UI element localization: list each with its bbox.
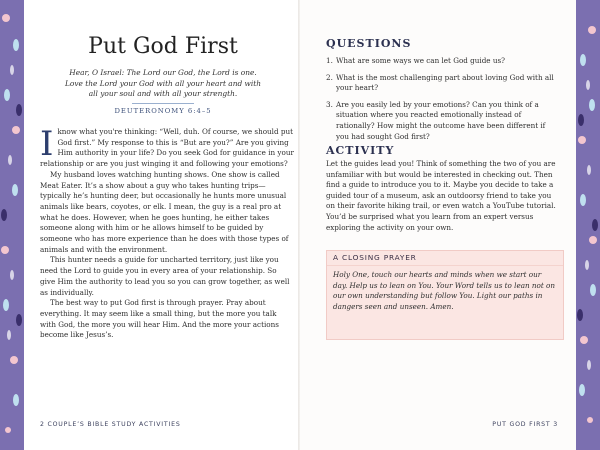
question-text: What is the most challenging part about loving God with all your heart?	[336, 72, 554, 93]
paragraph: This hunter needs a guide for uncharted territory, just like you need the Lord to guide you in every area of your relationship. So give Him the authority to lead you so you can grow together, as well as individually.	[40, 255, 290, 297]
right-page	[300, 0, 576, 450]
page-footer-right: PUT GOD FIRST 3	[492, 421, 558, 428]
paragraph	[40, 124, 294, 170]
closing-prayer-box	[326, 250, 564, 340]
paragraph: The best way to put God first is through prayer. Pray about everything. It may seem like a small thing, but the more you talk with God, the more you will hear Him. And the more your actions become like Jesus’s.	[40, 298, 279, 340]
question-item	[326, 100, 558, 142]
page-title: Put God First	[88, 34, 238, 59]
question-item	[326, 73, 558, 94]
prayer-text: Holy One, touch our hearts and minds when we start our day. Help us to lean on You. Your Word tells us to lean not on our own understanding but follow You. Light our paths in dangers seen and unseen. Amen.	[333, 270, 556, 311]
prayer-heading: A CLOSING PRAYER	[327, 251, 563, 266]
activity-heading: ACTIVITY	[326, 144, 395, 157]
verse-divider	[132, 103, 194, 104]
question-number: 2.	[326, 72, 333, 82]
questions-heading: QUESTIONS	[326, 37, 412, 50]
floral-border-right	[576, 0, 600, 450]
body-text	[40, 124, 294, 341]
question-item	[326, 56, 558, 67]
paragraph-text: know what you're thinking: “Well, duh. Of course, we should put God first.” My response to this is “But are you?” Are you giving Him authority in your life? Do you seek God for guidance in your relationship or are you just winging it and following your emotions?	[40, 127, 294, 169]
question-number: 1.	[326, 56, 333, 65]
floral-pattern-icon	[576, 0, 600, 450]
paragraph: My husband loves watching hunting shows. One show is called Meat Eater. It’s a show about a guy who takes hunting trips—typically he’s hunting deer, but occasionally he hunts more unusual animals like bears, coyotes, or elk. I mean, the guy is a real pro at what he does. However, when he goes hunting, he either takes someone along with him or he allows himself to be guided by someone who has more experience than he does with those types of animals and with the environment.	[40, 169, 289, 254]
floral-border-left	[0, 0, 24, 450]
questions-list	[326, 56, 558, 148]
scripture-reference: DEUTERONOMY 6:4–5	[114, 107, 212, 115]
floral-pattern-icon	[0, 0, 24, 450]
question-text: What are some ways we can let God guide us?	[336, 56, 506, 65]
left-page	[24, 0, 300, 450]
activity-text: Let the guides lead you! Think of something the two of you are unfamiliar with but would be interested in checking out. Then find a guide to introduce you to it. Maybe you decide to take a guided tour of a museum, ask an outdoorsy friend to take you on their favorite hiking trail, or even watch a YouTube tutorial. You’d be surprised what you learn from an expert versus exploring the activity on your own.	[326, 159, 556, 232]
question-number: 3.	[326, 99, 333, 109]
page-footer-left: 2 COUPLE’S BIBLE STUDY ACTIVITIES	[40, 421, 181, 428]
drop-cap: I	[40, 124, 54, 164]
scripture-verse: Hear, O Israel: The Lord our God, the Lord is one. Love the Lord your God with all your heart and with all your soul and with all your strength.	[65, 68, 261, 98]
question-text: Are you easily led by your emotions? Can you think of a situation where you reacted emotionally instead of rationally? How might the outcome have been different if you had sought God first?	[336, 99, 546, 141]
